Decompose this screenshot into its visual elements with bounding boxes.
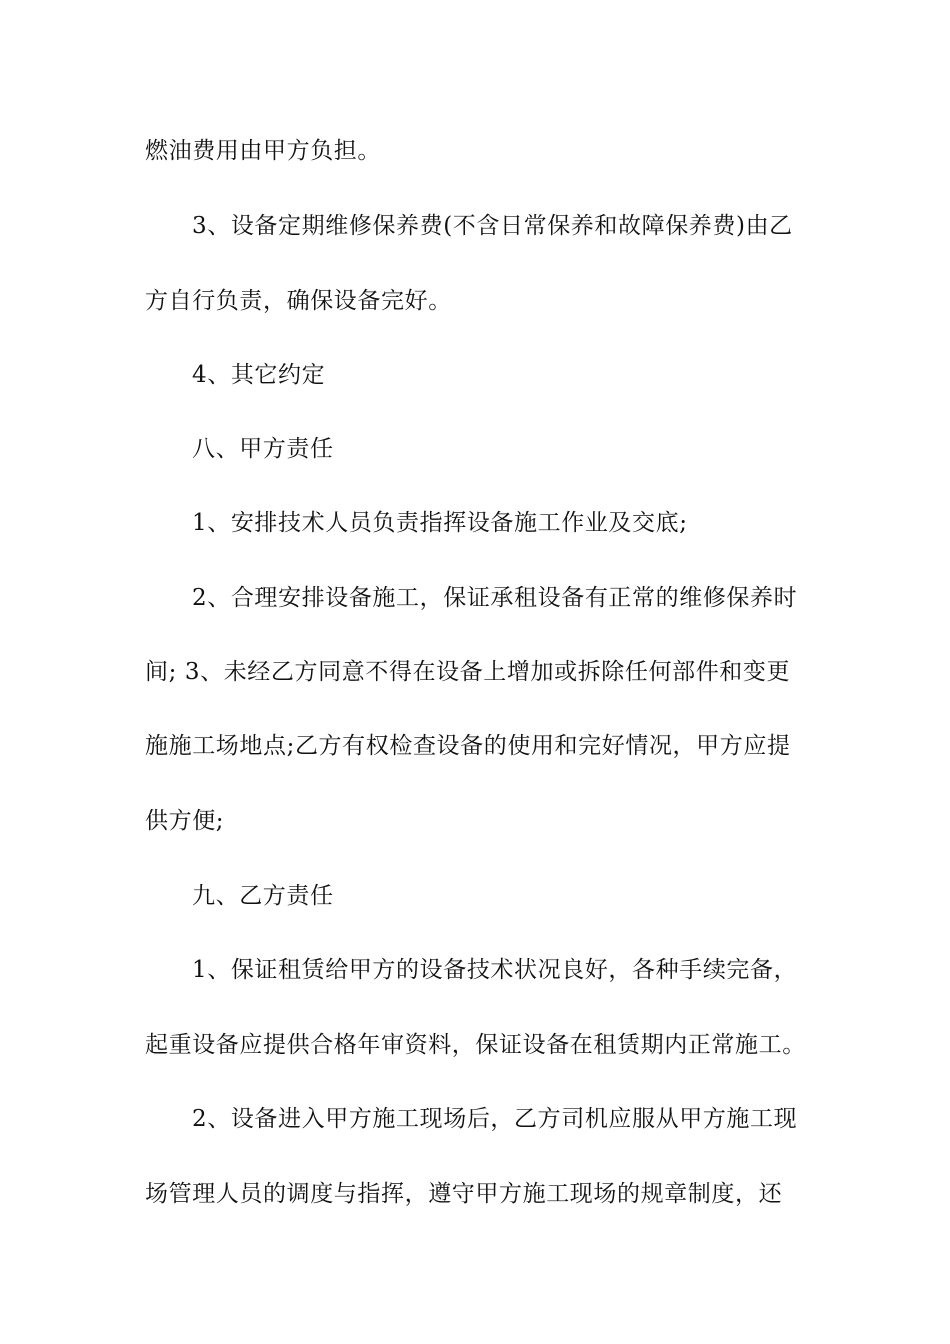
text-line-10: 供方便; [145,808,225,834]
text-line-2: 3、设备定期维修保养费(不含日常保养和故障保养费)由乙 [192,213,793,239]
text-line-4: 4、其它约定 [192,362,326,388]
text-line-8: 间; 3、未经乙方同意不得在设备上增加或拆除任何部件和变更 [145,659,791,685]
text-line-7: 2、合理安排设备施工，保证承租设备有正常的维修保养时 [192,585,798,611]
text-line-9: 施施工场地点;乙方有权检查设备的使用和完好情况，甲方应提 [145,733,791,759]
section-heading-party-b: 九、乙方责任 [192,883,334,909]
text-line-12: 1、保证租赁给甲方的设备技术状况良好，各种手续完备， [192,957,798,983]
text-line-6: 1、安排技术人员负责指挥设备施工作业及交底; [192,510,688,536]
text-line-15: 场管理人员的调度与指挥，遵守甲方施工现场的规章制度，还 [145,1181,783,1207]
text-line-1: 燃油费用由甲方负担。 [145,138,381,164]
text-line-14: 2、设备进入甲方施工现场后，乙方司机应服从甲方施工现 [192,1106,798,1132]
text-line-13: 起重设备应提供合格年审资料，保证设备在租赁期内正常施工。 [145,1032,806,1058]
section-heading-party-a: 八、甲方责任 [192,436,334,462]
text-line-3: 方自行负责，确保设备完好。 [145,288,452,314]
